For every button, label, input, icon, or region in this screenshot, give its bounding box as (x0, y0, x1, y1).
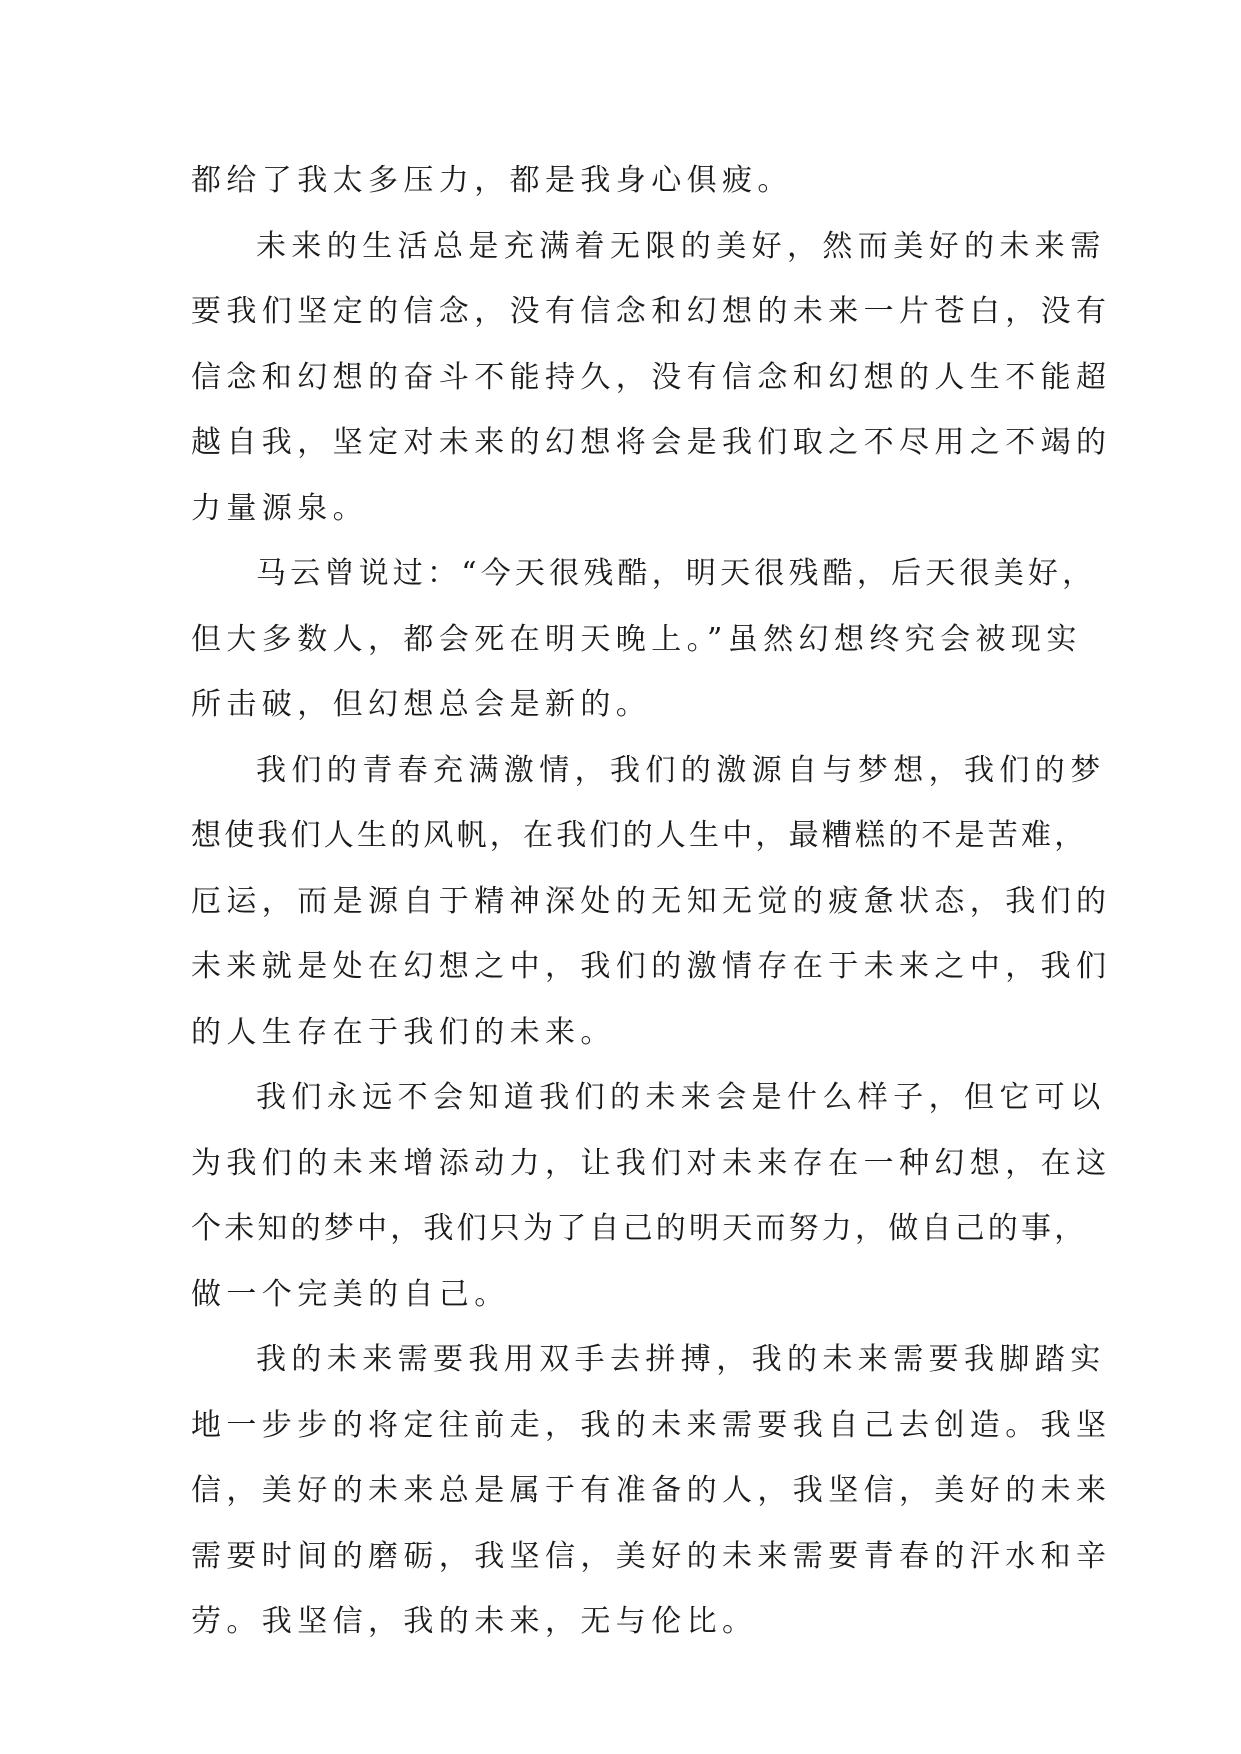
paragraph-line: 未来的生活总是充满着无限的美好，然而美好的未来需 (256, 228, 1106, 264)
paragraph-line: 我们永远不会知道我们的未来会是什么样子，但它可以 (256, 1080, 1106, 1115)
paragraph-line: 地一步步的将定往前走，我的未来需要我自己去创造。我坚 (191, 1407, 1112, 1443)
paragraph-line: 越自我，坚定对未来的幻想将会是我们取之不尽用之不竭的 (191, 425, 1112, 460)
paragraph-line: 厄运，而是源自于精神深处的无知无觉的疲惫状态，我们的 (191, 883, 1112, 919)
paragraph-line: 我们的青春充满激情，我们的激源自与梦想，我们的梦 (256, 752, 1106, 788)
paragraph-line: 信念和幻想的奋斗不能持久，没有信念和幻想的人生不能超 (191, 359, 1112, 395)
paragraph-line: 马云曾说过：“今天很残酷，明天很残酷，后天很美好， (256, 556, 1097, 591)
paragraph-line: 要我们坚定的信念，没有信念和幻想的未来一片苍白，没有 (191, 294, 1112, 329)
paragraph-line: 为我们的未来增添动力，让我们对未来存在一种幻想，在这 (191, 1145, 1112, 1181)
paragraph-line: 都给了我太多压力，都是我身心俱疲。 (191, 163, 793, 198)
body-text (191, 148, 1112, 1655)
paragraph-line: 所击破，但幻想总会是新的。 (191, 687, 652, 722)
paragraph-line: 想使我们人生的风帆，在我们的人生中，最糟糕的不是苦难， (191, 818, 1088, 853)
paragraph-line: 信，美好的未来总是属于有准备的人，我坚信，美好的未来 (191, 1473, 1112, 1508)
paragraph-line: 需要时间的磨砺，我坚信，美好的未来需要青春的汗水和辛 (191, 1538, 1112, 1574)
paragraph-line: 的人生存在于我们的未来。 (191, 1014, 616, 1050)
paragraph-line: 做一个完美的自己。 (191, 1276, 510, 1312)
paragraph-line: 劳。我坚信，我的未来，无与伦比。 (191, 1604, 758, 1639)
paragraph-line: 但大多数人，都会死在明天晚上。”虽然幻想终究会被现实 (191, 621, 1082, 657)
paragraph-line: 力量源泉。 (191, 490, 368, 526)
paragraph-line: 未来就是处在幻想之中，我们的激情存在于未来之中，我们 (191, 949, 1112, 984)
paragraph-line: 个未知的梦中，我们只为了自己的明天而努力，做自己的事， (191, 1211, 1088, 1246)
paragraph-line: 我的未来需要我用双手去拼搏，我的未来需要我脚踏实 (256, 1342, 1106, 1377)
